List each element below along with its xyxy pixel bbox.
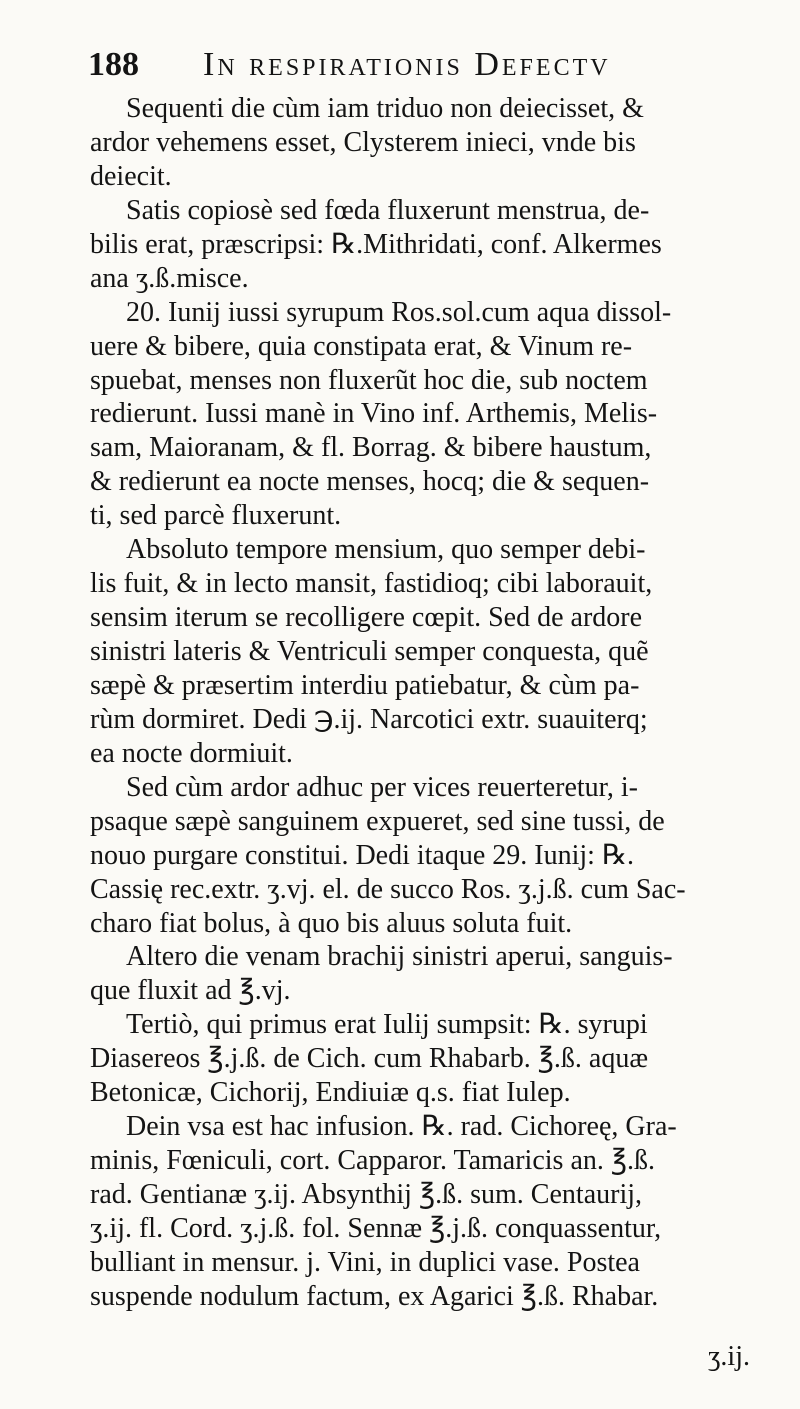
text-line: lis fuit, & in lecto mansit, fastidioq; cibi laborauit, [90,568,653,600]
text-line: bulliant in mensur. j. Vini, in duplici vase. Postea [90,1246,640,1278]
text-line: uere & bibere, quia constipata erat, & Vinum re- [90,330,633,362]
text-line: rad. Gentianæ ʒ.ij. Absynthij ℥.ß. sum. Centaurij, [90,1179,643,1210]
text-line: sensim iterum se recolligere cœpit. Sed de ardore [90,602,643,634]
text-line: sinistri lateris & Ventriculi semper conquesta, quẽ [90,636,649,667]
text-line: Absoluto tempore mensium, quo semper debi- [126,534,646,566]
text-line: 20. Iunij iussi syrupum Ros.sol.cum aqua dissol- [126,296,672,328]
text-line: redierunt. Iussi manè in Vino inf. Arthemis, Melis- [90,398,658,430]
text-line: rùm dormiret. Dedi ℈.ij. Narcotici extr. suauiterq; [90,703,648,735]
text-line: sam, Maioranam, & fl. Borrag. & bibere haustum, [90,432,652,464]
text-line: nouo purgare constitui. Dedi itaque 29. Iunij: ℞. [90,839,635,871]
text-line: spuebat, menses non fluxerũt hoc die, sub noctem [90,364,648,396]
text-line: ti, sed parcè fluxerunt. [90,500,342,532]
text-line: & redierunt ea nocte menses, hocq; die & sequen- [90,466,650,498]
text-line: ardor vehemens esset, Clysterem inieci, vnde bis [90,126,636,158]
text-line: psaque sæpè sanguinem expueret, sed sine tussi, de [90,805,665,837]
text-line: sæpè & præsertim interdiu patiebatur, & cùm pa- [90,669,640,701]
text-line: Diasereos ℥.j.ß. de Cich. cum Rhabarb. ℥.ß. aquæ [90,1043,649,1075]
text-line: ea nocte dormiuit. [90,737,293,769]
text-line: charo fiat bolus, à quo bis aluus soluta fuit. [90,907,573,939]
text-line: Sequenti die cùm iam triduo non deiecisset, & [126,93,644,124]
text-line: Sed cùm ardor adhuc per vices reuerteretur, i- [126,771,638,803]
text-line: minis, Fœniculi, cort. Capparor. Tamaricis an. ℥.ß. [90,1145,656,1177]
text-line: Altero die venam brachij sinistri aperui, sanguis- [126,941,673,973]
text-line: Satis copiosè sed fœda fluxerunt menstrua, de- [126,194,650,226]
text-line: ana ʒ.ß.misce. [90,262,249,294]
text-line: Tertiò, qui primus erat Iulij sumpsit: ℞. syrupi [126,1009,648,1041]
text-line: Cassię rec.extr. ʒ.vj. el. de succo Ros. ʒ.j.ß. cum Sac- [90,873,686,905]
running-head: In respirationis Defectv [203,46,611,83]
text-line: suspende nodulum factum, ex Agarici ℥.ß. Rhabar. [90,1280,659,1312]
page-header [88,40,758,90]
catchword: ʒ.ij. [708,1341,750,1372]
text-line: deiecit. [90,160,172,192]
text-line: Betonicæ, Cichorij, Endiuiæ q.s. fiat Iulep. [90,1077,571,1109]
text-line: bilis erat, præscripsi: ℞.Mithridati, conf. Alkermes [90,228,662,260]
text-body [90,92,745,1314]
page-number: 188 [88,46,139,83]
text-line: Dein vsa est hac infusion. ℞. rad. Cichoreę, Gra- [126,1111,677,1143]
text-line: que fluxit ad ℥.vj. [90,975,291,1007]
text-line: ʒ.ij. fl. Cord. ʒ.j.ß. fol. Sennæ ℥.j.ß. conquassentur, [90,1212,662,1244]
